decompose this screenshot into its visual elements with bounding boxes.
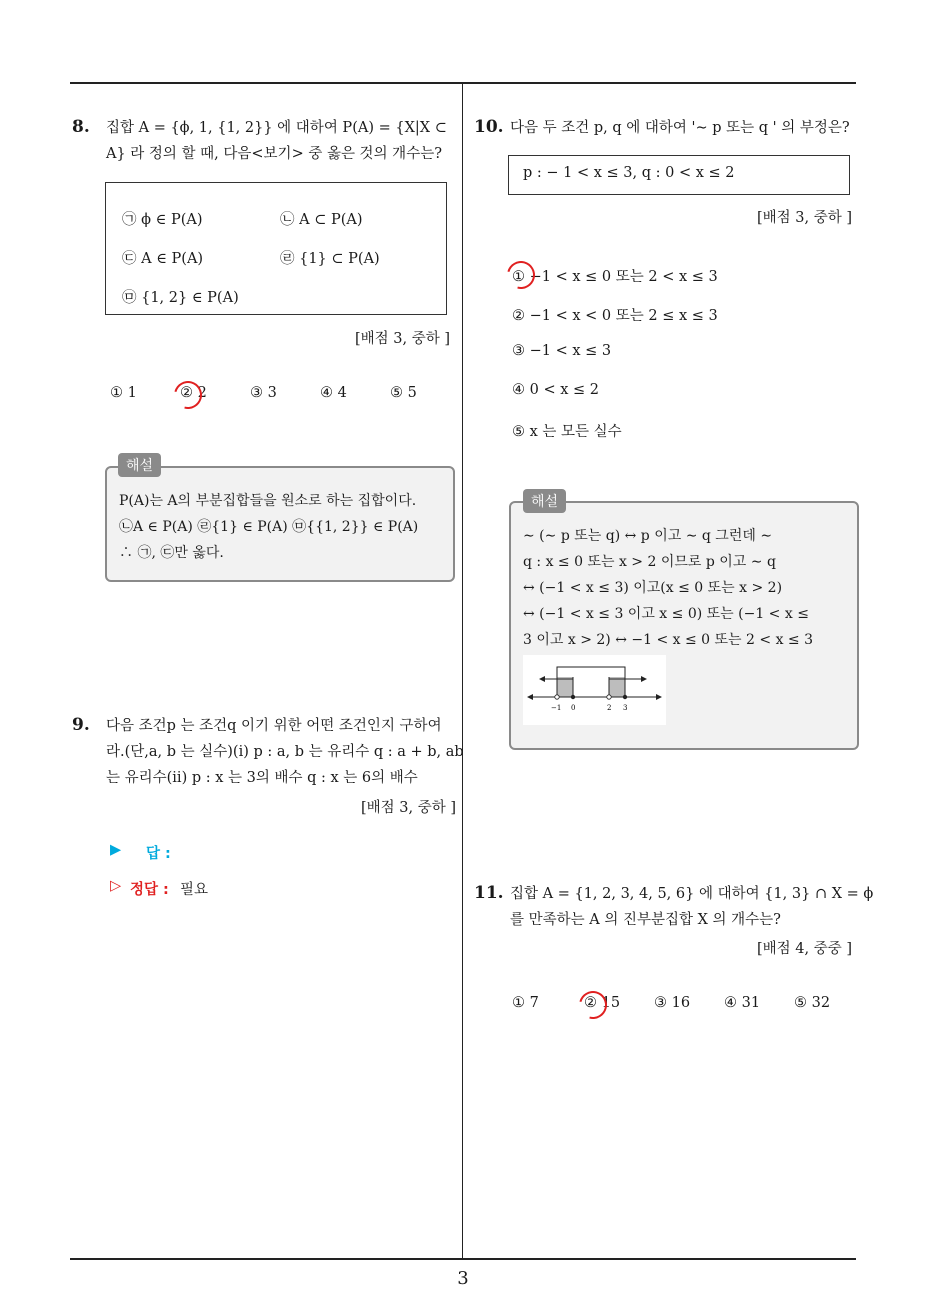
q10-explanation-line: ∼ (∼ p 또는 q) ↔ p 이고 ∼ q 그런데 ∼: [523, 528, 773, 544]
q9-points: [배점 3, 중하 ]: [360, 800, 456, 816]
q8-explanation-line: P(A)는 A의 부분집합들을 원소로 하는 집합이다.: [119, 493, 417, 509]
q8-bogi-item: ㉤ {1, 2} ∈ P(A): [122, 290, 239, 306]
q10-tick-label: 2: [607, 704, 612, 712]
q8-choice-2[interactable]: ② 2: [180, 385, 207, 401]
q11-choice-3[interactable]: ③ 16: [654, 995, 691, 1011]
q11-text-line1: 집합 A = {1, 2, 3, 4, 5, 6} 에 대하여 {1, 3} ∩ X = ϕ: [510, 886, 874, 902]
q9-number: 9.: [72, 715, 90, 735]
q8-text-line1: 집합 A = {ϕ, 1, {1, 2}} 에 대하여 P(A) = {X|X ⊂: [106, 120, 447, 136]
q11-choice-4[interactable]: ④ 31: [724, 995, 761, 1011]
q10-explanation-line: q : x ≤ 0 또는 x > 2 이므로 p 이고 ∼ q: [523, 554, 776, 570]
q10-explanation-line: ↔ (−1 < x ≤ 3 이고 x ≤ 0) 또는 (−1 < x ≤: [523, 606, 809, 622]
page-number: 3: [457, 1268, 469, 1289]
q9-text-line: 는 유리수(ii) p : x 는 3의 배수 q : x 는 6의 배수: [106, 770, 418, 786]
q8-bogi-item: ㉣ {1} ⊂ P(A): [280, 251, 380, 267]
q10-condition-box: [508, 155, 850, 195]
q8-choice-5[interactable]: ⑤ 5: [390, 385, 417, 401]
q8-answer-mark-icon: [169, 376, 207, 414]
q9-correct-value: 필요: [180, 882, 209, 898]
q11-choice-2[interactable]: ② 15: [584, 995, 621, 1011]
q10-choice-3[interactable]: ③ −1 < x ≤ 3: [512, 343, 612, 359]
q10-number-line-figure: [523, 655, 666, 725]
q11-number: 11.: [474, 883, 504, 903]
q8-explanation-line: ∴ ㉠, ㉢만 옳다.: [119, 545, 224, 561]
q8-explanation-tag: 해설: [118, 453, 161, 477]
q10-tick-label: 0: [571, 704, 576, 712]
column-divider: [462, 83, 463, 1259]
top-rule: [70, 82, 856, 84]
q8-choice-3[interactable]: ③ 3: [250, 385, 277, 401]
q8-text-line2: A} 라 정의 할 때, 다음<보기> 중 옳은 것의 개수는?: [106, 146, 442, 162]
q8-bogi-item: ㉢ A ∈ P(A): [122, 251, 204, 267]
bottom-rule: [70, 1258, 856, 1260]
q10-explanation-tag: 해설: [523, 489, 566, 513]
q10-condition-text: p : − 1 < x ≤ 3, q : 0 < x ≤ 2: [523, 165, 735, 181]
q8-bogi-box: [105, 182, 447, 315]
q8-bogi-item: ㉡ A ⊂ P(A): [280, 212, 363, 228]
q10-choice-1[interactable]: ① −1 < x ≤ 0 또는 2 < x ≤ 3: [512, 269, 718, 285]
q10-number: 10.: [474, 117, 504, 137]
q10-answer-mark-icon: [502, 256, 540, 294]
q9-correct-arrow-icon: ▷: [110, 878, 122, 894]
q8-points: [배점 3, 중하 ]: [354, 331, 450, 347]
q8-explanation-box: [105, 466, 455, 582]
q9-text-line: 라.(단,a, b 는 실수)(i) p : a, b 는 유리수 q : a + b, ab: [106, 744, 464, 760]
q10-explanation-box: [509, 501, 859, 750]
q10-points: [배점 3, 중하 ]: [756, 210, 852, 226]
q9-text-line: 다음 조건p 는 조건q 이기 위한 어떤 조건인지 구하여: [106, 718, 442, 734]
q11-choice-1[interactable]: ① 7: [512, 995, 539, 1011]
q9-correct-label: 정답 :: [130, 882, 169, 898]
q10-tick-label: 3: [623, 704, 628, 712]
q9-answer-arrow-icon: ▶: [110, 842, 122, 858]
q10-choice-2[interactable]: ② −1 < x < 0 또는 2 ≤ x ≤ 3: [512, 308, 718, 324]
q10-text: 다음 두 조건 p, q 에 대하여 '∼ p 또는 q ' 의 부정은?: [510, 120, 850, 136]
q11-choice-5[interactable]: ⑤ 32: [794, 995, 831, 1011]
q8-choice-1[interactable]: ① 1: [110, 385, 137, 401]
q11-answer-mark-icon: [574, 986, 612, 1024]
q11-points: [배점 4, 중중 ]: [756, 941, 852, 957]
q10-choice-4[interactable]: ④ 0 < x ≤ 2: [512, 382, 599, 398]
q10-tick-label: −1: [551, 704, 562, 712]
q11-text-line2: 를 만족하는 A 의 진부분집합 X 의 개수는?: [510, 912, 781, 928]
q10-choice-5[interactable]: ⑤ x 는 모든 실수: [512, 424, 622, 440]
q9-answer-label: 답 :: [146, 846, 171, 862]
q8-explanation-line: ㉡A ∈ P(A) ㉣{1} ∈ P(A) ㉤{{1, 2}} ∈ P(A): [119, 519, 419, 535]
q10-explanation-line: ↔ (−1 < x ≤ 3) 이고(x ≤ 0 또는 x > 2): [523, 580, 783, 596]
q10-explanation-line: 3 이고 x > 2) ↔ −1 < x ≤ 0 또는 2 < x ≤ 3: [523, 632, 814, 648]
q8-choice-4[interactable]: ④ 4: [320, 385, 347, 401]
q8-bogi-item: ㉠ ϕ ∈ P(A): [122, 212, 203, 228]
q8-number: 8.: [72, 117, 90, 137]
